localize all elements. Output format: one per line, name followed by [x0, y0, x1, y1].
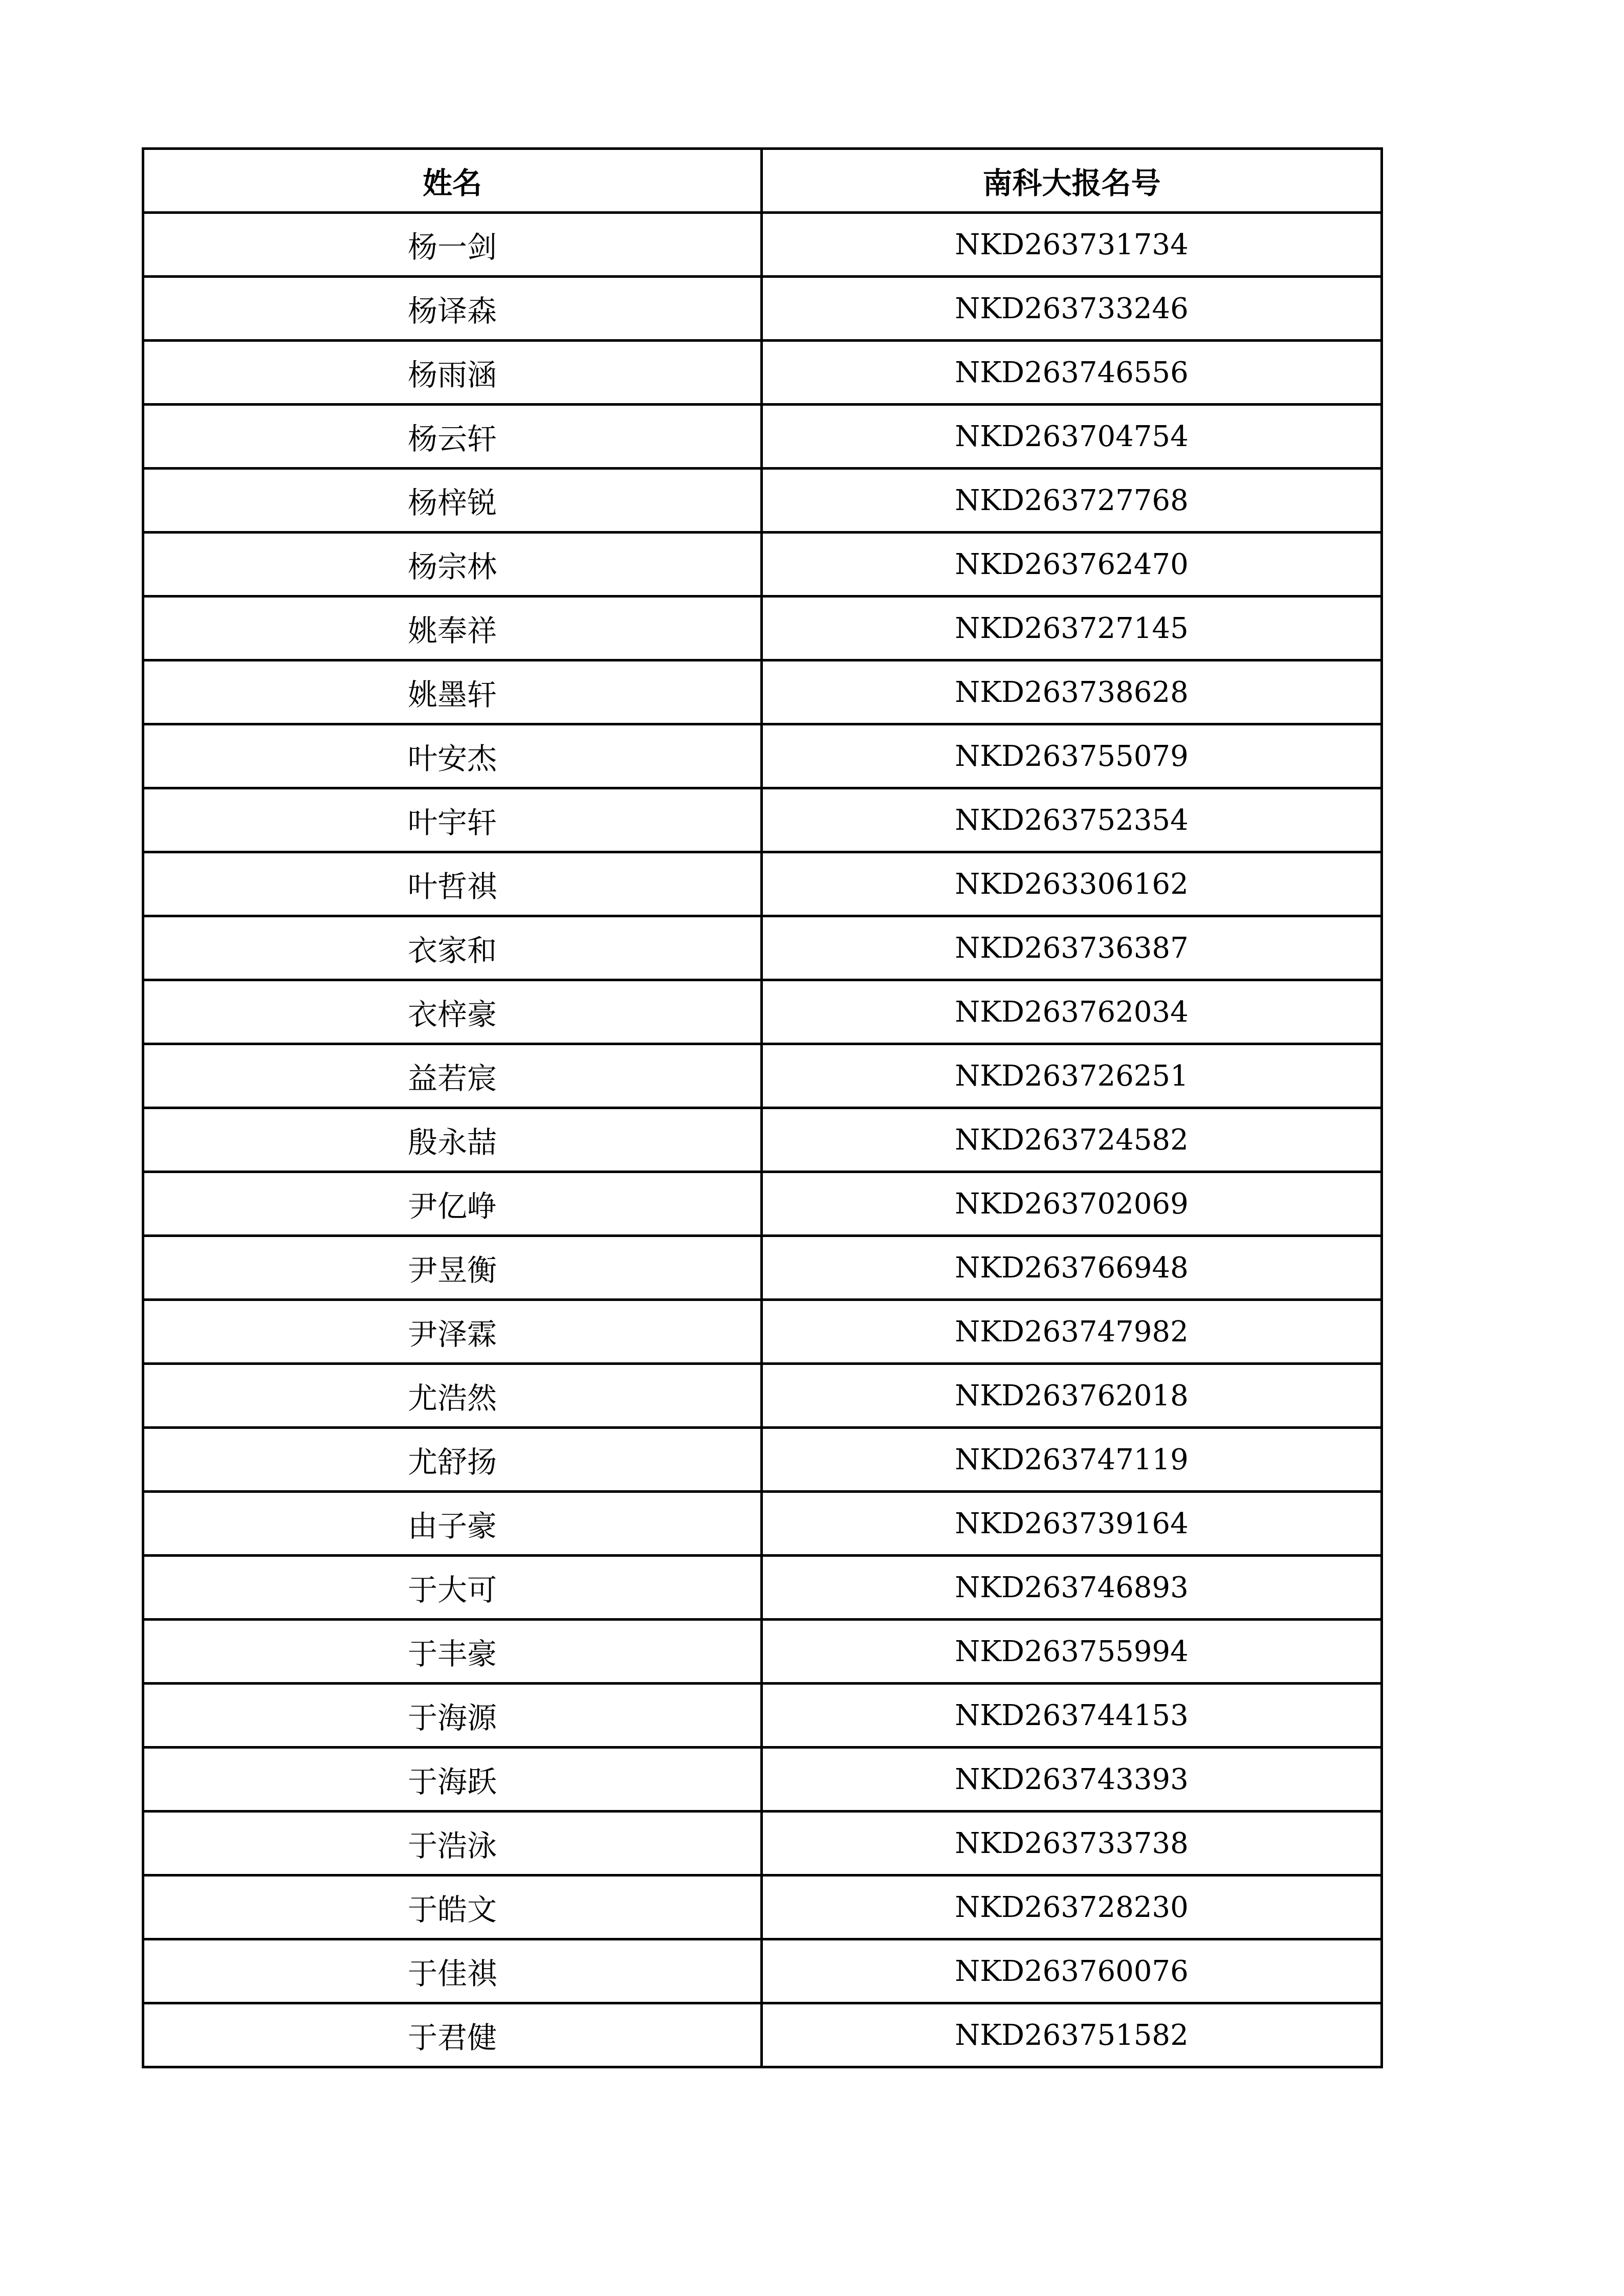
table-row	[143, 213, 1382, 277]
table-row	[143, 660, 1382, 724]
table-row	[143, 469, 1382, 533]
student-name-cell: 尤舒扬	[143, 1428, 762, 1492]
table-row	[143, 533, 1382, 597]
registration-number-cell: NKD263727145	[762, 597, 1382, 660]
registration-number-cell: NKD263724582	[762, 1108, 1382, 1172]
registration-number-cell: NKD263762034	[762, 980, 1382, 1044]
table-row	[143, 341, 1382, 405]
student-name-cell: 尹亿峥	[143, 1172, 762, 1236]
registration-number-cell: NKD263728230	[762, 1875, 1382, 1939]
table-row	[143, 1172, 1382, 1236]
student-name-cell: 尤浩然	[143, 1364, 762, 1428]
table-row	[143, 1684, 1382, 1748]
student-name-cell: 叶安杰	[143, 724, 762, 788]
registration-number-cell: NKD263762018	[762, 1364, 1382, 1428]
student-name-cell: 杨一剑	[143, 213, 762, 277]
student-name-cell: 衣梓豪	[143, 980, 762, 1044]
student-name-cell: 由子豪	[143, 1492, 762, 1556]
table-row	[143, 1108, 1382, 1172]
table-row	[143, 1556, 1382, 1620]
table-row	[143, 277, 1382, 341]
table-row	[143, 1748, 1382, 1812]
registration-number-cell: NKD263704754	[762, 405, 1382, 469]
table-row	[143, 405, 1382, 469]
registration-number-cell: NKD263760076	[762, 1939, 1382, 2003]
student-name-cell: 杨宗林	[143, 533, 762, 597]
table-row	[143, 1428, 1382, 1492]
student-name-cell: 益若宸	[143, 1044, 762, 1108]
student-name-cell: 姚墨轩	[143, 660, 762, 724]
student-name-cell: 杨梓锐	[143, 469, 762, 533]
student-name-cell: 于大可	[143, 1556, 762, 1620]
registration-number-cell: NKD263744153	[762, 1684, 1382, 1748]
table-row	[143, 724, 1382, 788]
registration-number-cell: NKD263702069	[762, 1172, 1382, 1236]
registration-number-cell: NKD263766948	[762, 1236, 1382, 1300]
student-name-cell: 杨云轩	[143, 405, 762, 469]
registration-number-cell: NKD263733246	[762, 277, 1382, 341]
roster-table	[142, 147, 1383, 2068]
registration-number-cell: NKD263747119	[762, 1428, 1382, 1492]
registration-number-cell: NKD263736387	[762, 916, 1382, 980]
header-row	[143, 149, 1382, 213]
table-row	[143, 788, 1382, 852]
registration-number-cell: NKD263739164	[762, 1492, 1382, 1556]
table-row	[143, 1620, 1382, 1684]
table-row	[143, 980, 1382, 1044]
table-body	[143, 213, 1382, 2067]
student-name-cell: 于浩泳	[143, 1812, 762, 1875]
registration-number-cell: NKD263755994	[762, 1620, 1382, 1684]
registration-number-cell: NKD263751582	[762, 2003, 1382, 2067]
table-row	[143, 2003, 1382, 2067]
table-row	[143, 1939, 1382, 2003]
student-name-cell: 于海源	[143, 1684, 762, 1748]
table-row	[143, 597, 1382, 660]
header-registration-number: 南科大报名号	[762, 149, 1382, 213]
table-row	[143, 1044, 1382, 1108]
student-name-cell: 于佳祺	[143, 1939, 762, 2003]
registration-number-cell: NKD263746893	[762, 1556, 1382, 1620]
student-name-cell: 姚奉祥	[143, 597, 762, 660]
header-name: 姓名	[143, 149, 762, 213]
registration-number-cell: NKD263727768	[762, 469, 1382, 533]
registration-number-cell: NKD263762470	[762, 533, 1382, 597]
registration-number-cell: NKD263743393	[762, 1748, 1382, 1812]
table-row	[143, 852, 1382, 916]
registration-number-cell: NKD263738628	[762, 660, 1382, 724]
table-row	[143, 1300, 1382, 1364]
table-row	[143, 1492, 1382, 1556]
table-row	[143, 916, 1382, 980]
registration-number-cell: NKD263746556	[762, 341, 1382, 405]
table-header	[143, 149, 1382, 213]
table-row	[143, 1236, 1382, 1300]
registration-number-cell: NKD263733738	[762, 1812, 1382, 1875]
student-name-cell: 尹泽霖	[143, 1300, 762, 1364]
registration-number-cell: NKD263747982	[762, 1300, 1382, 1364]
student-name-cell: 于丰豪	[143, 1620, 762, 1684]
student-name-cell: 殷永喆	[143, 1108, 762, 1172]
student-name-cell: 于君健	[143, 2003, 762, 2067]
registration-number-cell: NKD263731734	[762, 213, 1382, 277]
registration-number-cell: NKD263755079	[762, 724, 1382, 788]
table-row	[143, 1875, 1382, 1939]
student-name-cell: 杨译森	[143, 277, 762, 341]
table-row	[143, 1812, 1382, 1875]
table-row	[143, 1364, 1382, 1428]
registration-number-cell: NKD263726251	[762, 1044, 1382, 1108]
student-name-cell: 于海跃	[143, 1748, 762, 1812]
student-name-cell: 于皓文	[143, 1875, 762, 1939]
registration-number-cell: NKD263306162	[762, 852, 1382, 916]
student-name-cell: 尹昱衡	[143, 1236, 762, 1300]
student-name-cell: 杨雨涵	[143, 341, 762, 405]
registration-number-cell: NKD263752354	[762, 788, 1382, 852]
student-name-cell: 叶哲祺	[143, 852, 762, 916]
student-name-cell: 叶宇轩	[143, 788, 762, 852]
student-name-cell: 衣家和	[143, 916, 762, 980]
